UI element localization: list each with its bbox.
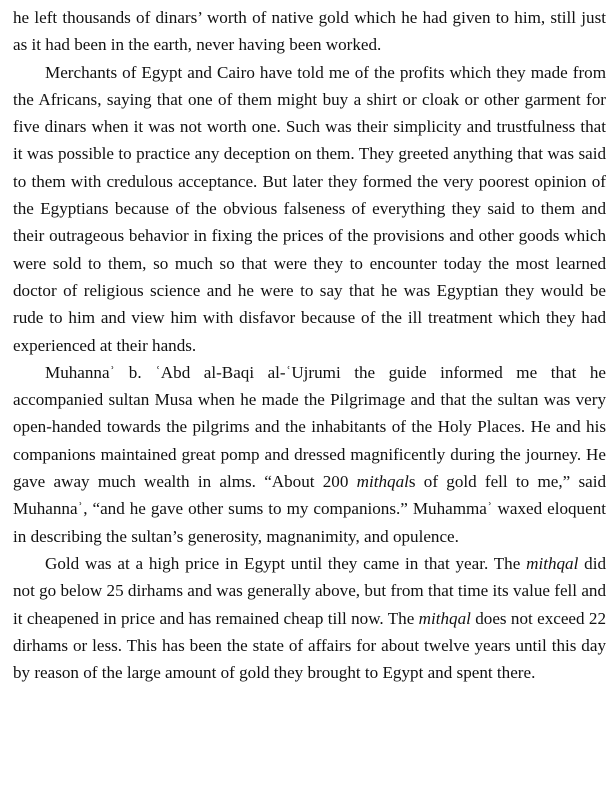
text-run: Gold was at a high price in Egypt until they came in that year. The (45, 553, 527, 573)
text-run: s of gold fell to me,” said Muhannaʾ, “and he gave other sums to my companions.” Muhammaʾ waxed eloquent in describing the sultan’s generosity, magnanimity, and opulence. (13, 472, 606, 546)
italic-term: mithqal (356, 472, 409, 492)
text-run: did not go below 25 dirhams and was generally above, but from that time its value fell and it cheapened in price and has remained cheap till now. The (13, 553, 606, 628)
text-run: does not exceed 22 dirhams or less. This has been the state of affairs for about twelve years until this day by reason of the large amount of gold they brought to Egypt and spent there. (13, 608, 606, 683)
text-run: Muhannaʾ b. ʿAbd al-Baqi al-ʿUjrumi the guide informed me that he accompanied sultan Musa when he made the Pilgrimage and that the sultan was very open-handed towards the pilgrims and the inhabitants of the Holy Places. He and his companions maintained great pomp and dressed magnificently during the journey. He gave away much wealth in alms. “About 200 (13, 362, 606, 492)
italic-term: mithqal (526, 553, 579, 573)
paragraph-p3 (13, 359, 606, 550)
text-run: he left thousands of dinars’ worth of native gold which he had given to him, still just as it had been in the earth, never having been worked. (13, 8, 606, 55)
paragraph-p1 (13, 4, 606, 59)
paragraph-p4 (13, 550, 606, 686)
text-run: Merchants of Egypt and Cairo have told me of the profits which they made from the Africans, saying that one of them might buy a shirt or cloak or other garment for five dinars when it was not worth one. Such was their simplicity and trustfulness that it was possible to practice any deception on them. They greeted anything that was said to them with credulous acceptance. But later they formed the very poorest opinion of the Egyptians because of the obvious falseness of everything they said to them and their outrageous behavior in fixing the prices of the provisions and other goods which were sold to them, so much so that were they to encounter today the most learned doctor of religious science and he were to say that he was Egyptian they would be rude to him and view him with disfavor because of the ill treatment which they had experienced at their hands. (13, 62, 606, 355)
body-text (13, 4, 606, 686)
italic-term: mithqal (418, 608, 471, 628)
paragraph-p2 (13, 59, 606, 359)
